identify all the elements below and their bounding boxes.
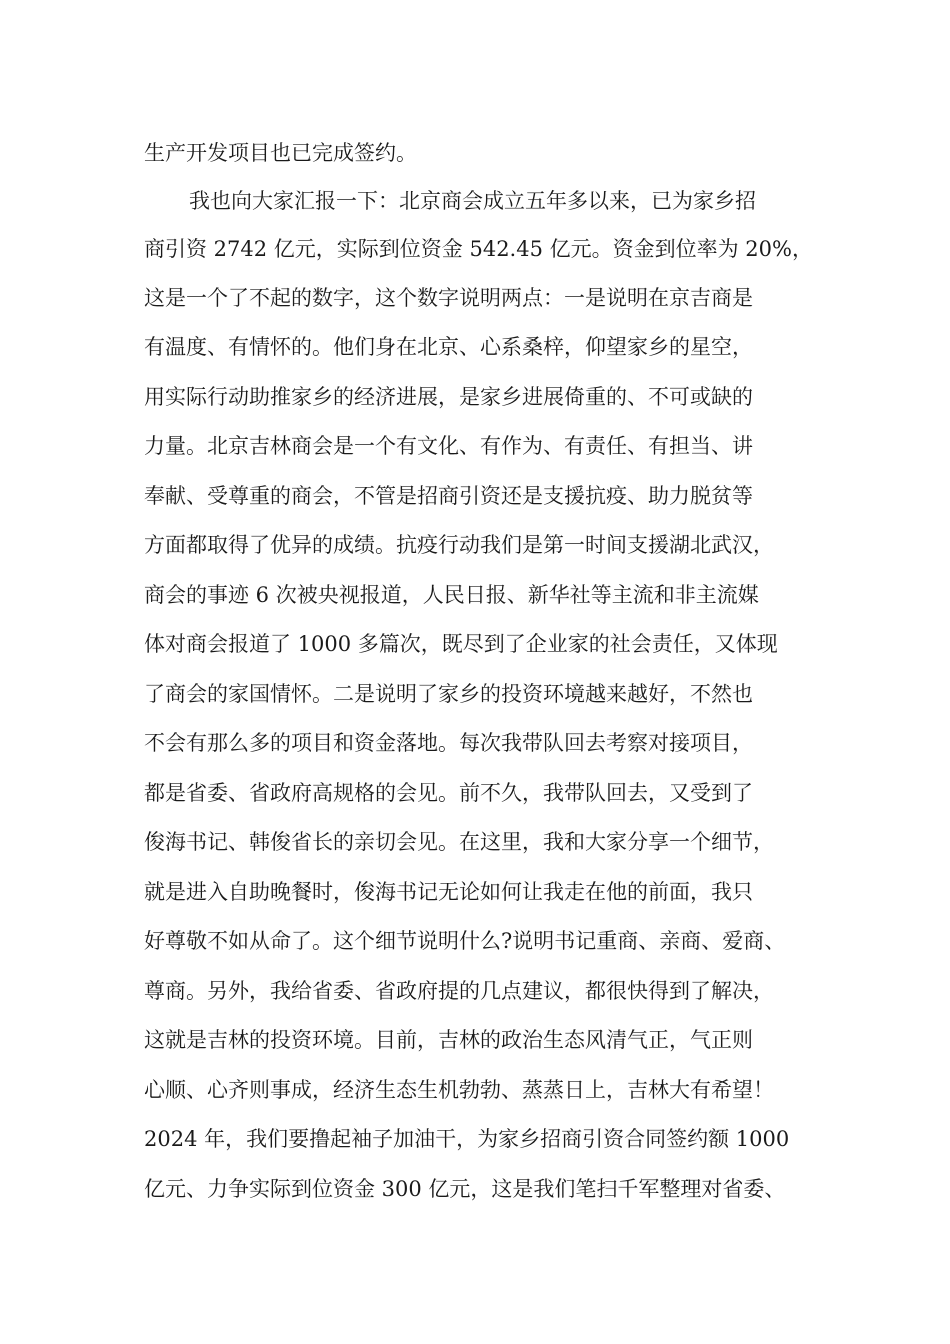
text-line: 2024 年，我们要撸起袖子加油干，为家乡招商引资合同签约额 1000 — [144, 1127, 790, 1151]
text-line: 了商会的家国情怀。二是说明了家乡的投资环境越来越好，不然也 — [144, 682, 753, 706]
text-line: 奉献、受尊重的商会，不管是招商引资还是支援抗疫、助力脱贫等 — [144, 484, 753, 508]
text-line: 商引资 2742 亿元，实际到位资金 542.45 亿元。资金到位率为 20%， — [144, 237, 813, 261]
text-line: 这是一个了不起的数字，这个数字说明两点：一是说明在京吉商是 — [144, 286, 753, 310]
text-line: 好尊敬不如从命了。这个细节说明什么?说明书记重商、亲商、爱商、 — [144, 929, 786, 953]
text-line: 这就是吉林的投资环境。目前，吉林的政治生态风清气正，气正则 — [144, 1028, 753, 1052]
text-line: 生产开发项目也已完成签约。 — [144, 141, 417, 165]
text-line: 心顺、心齐则事成，经济生态生机勃勃、蒸蒸日上，吉林大有希望！ — [144, 1078, 774, 1102]
text-line: 都是省委、省政府高规格的会见。前不久，我带队回去，又受到了 — [144, 781, 753, 805]
text-line: 体对商会报道了 1000 多篇次，既尽到了企业家的社会责任，又体现 — [144, 632, 778, 656]
text-line: 方面都取得了优异的成绩。抗疫行动我们是第一时间支援湖北武汉， — [144, 533, 774, 557]
text-line: 亿元、力争实际到位资金 300 亿元，这是我们笔扫千军整理对省委、 — [144, 1177, 786, 1201]
text-line: 就是进入自助晚餐时，俊海书记无论如何让我走在他的前面，我只 — [144, 880, 753, 904]
text-line: 俊海书记、韩俊省长的亲切会见。在这里，我和大家分享一个细节， — [144, 830, 774, 854]
text-line: 力量。北京吉林商会是一个有文化、有作为、有责任、有担当、讲 — [144, 434, 753, 458]
text-line: 不会有那么多的项目和资金落地。每次我带队回去考察对接项目， — [144, 731, 753, 755]
text-line: 用实际行动助推家乡的经济进展，是家乡进展倚重的、不可或缺的 — [144, 385, 753, 409]
paragraph-first-line: 我也向大家汇报一下：北京商会成立五年多以来，已为家乡招 — [189, 189, 756, 213]
text-line: 有温度、有情怀的。他们身在北京、心系桑梓，仰望家乡的星空， — [144, 335, 753, 359]
text-line: 商会的事迹 6 次被央视报道，人民日报、新华社等主流和非主流媒 — [144, 583, 759, 607]
text-line: 尊商。另外，我给省委、省政府提的几点建议，都很快得到了解决， — [144, 979, 774, 1003]
